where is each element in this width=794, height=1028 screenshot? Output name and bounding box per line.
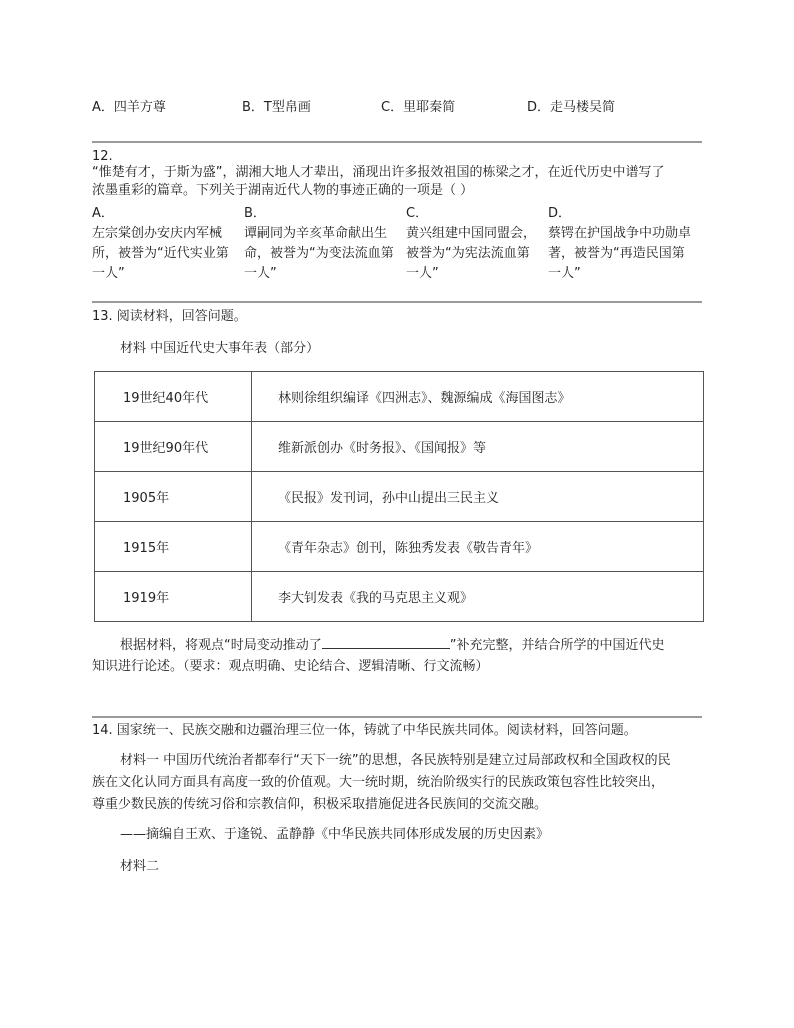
q14-stem: 14. 国家统一、民族交融和边疆治理三位一体，铸就了中华民族共同体。阅读材料，回答问题。 [92,723,637,738]
row-time: 19世纪90年代 [95,422,252,472]
q11-option-c: C．里耶秦简 [381,100,456,115]
q14-source: ——摘编自王欢、于逢锐、孟静静《中华民族共同体形成发展的历史因素》 [120,827,550,842]
answer-blank[interactable] [322,636,450,649]
row-time: 1915年 [95,522,252,572]
table-row [95,572,704,622]
divider [92,301,702,303]
choice-letter: C． [406,206,429,221]
choice-text: 一人” [244,266,277,281]
row-time: 19世纪40年代 [95,372,252,422]
choice-text: 一人” [406,266,439,281]
q12-choice-a [92,204,242,284]
q14-material2: 材料二 [120,859,160,874]
choice-text: 被誉为“为宪法流血第 [406,246,530,261]
q13-prompt-line1 [120,636,665,655]
choice-text: 左宗棠创办安庆内军械 [92,226,223,241]
table-row [95,472,704,522]
choice-text: 所，被誉为“近代实业第 [92,246,229,261]
q12-number: 12. [92,149,113,164]
q14-material1-line2: 族在文化认同方面具有高度一致的价值观。大一统时期，统治阶级实行的民族政策包容性比较突出， [92,775,665,790]
row-time: 1905年 [95,472,252,522]
q13-prompt-line2: 知识进行论述。（要求：观点明确、史论结合、逻辑清晰、行文流畅） [92,659,489,674]
q11-option-d: D．走马楼吴简 [527,100,616,115]
choice-text: 著，被誉为“再造民国第 [548,246,685,261]
choice-text: 蔡锷在护国战争中功勋卓 [548,226,692,241]
divider [92,141,702,143]
prompt-text: ”补充完整，并结合所学的中国近代史 [449,638,665,653]
row-event: 《青年杂志》创刊，陈独秀发表《敬告青年》 [252,522,704,572]
choice-text: 黄兴组建中国同盟会， [406,226,537,241]
q13-stem: 13. 阅读材料，回答问题。 [92,309,247,324]
q12-choice-b [244,204,402,284]
choice-text: 一人” [92,266,125,281]
table-row [95,372,704,422]
prompt-text: 根据材料，将观点“时局变动推动了 [120,638,322,653]
q12-stem-line2: 浓墨重彩的篇章。下列关于湖南近代人物的事迹正确的一项是（ ） [92,183,474,198]
q12-choice-d [548,204,702,284]
q11-option-b: B．T型帛画 [242,100,311,115]
choice-text: 命，被誉为“为变法流血第 [244,246,394,261]
q12-stem-line1: “惟楚有才，于斯为盛”，湖湘大地人才辈出，涌现出许多报效祖国的栋梁之才，在近代历史中谱写了 [92,165,665,180]
row-event: 《民报》发刊词，孙中山提出三民主义 [252,472,704,522]
table-row [95,422,704,472]
row-time: 1919年 [95,572,252,622]
divider [92,716,702,718]
timeline-table [94,371,704,622]
q12-choice-c [406,204,544,284]
row-event: 维新派创办《时务报》、《国闻报》等 [252,422,704,472]
choice-text: 一人” [548,266,581,281]
choice-letter: A． [92,206,114,221]
table-row [95,522,704,572]
row-event: 李大钊发表《我的马克思主义观》 [252,572,704,622]
choice-letter: B． [244,206,266,221]
choice-text: 谭嗣同为辛亥革命献出生 [244,226,388,241]
q11-option-a: A．四羊方尊 [92,100,166,115]
q14-material1-line1: 材料一 中国历代统治者都奉行“天下一统”的思想，各民族特别是建立过局部政权和全国政权的民 [120,753,671,768]
q13-material-title: 材料 中国近代史大事年表（部分） [120,341,320,356]
row-event: 林则徐组织编译《四洲志》、魏源编成《海国图志》 [252,372,704,422]
choice-letter: D． [548,206,572,221]
q14-material1-line3: 尊重少数民族的传统习俗和宗教信仰，积极采取措施促进各民族间的交流交融。 [92,797,548,812]
